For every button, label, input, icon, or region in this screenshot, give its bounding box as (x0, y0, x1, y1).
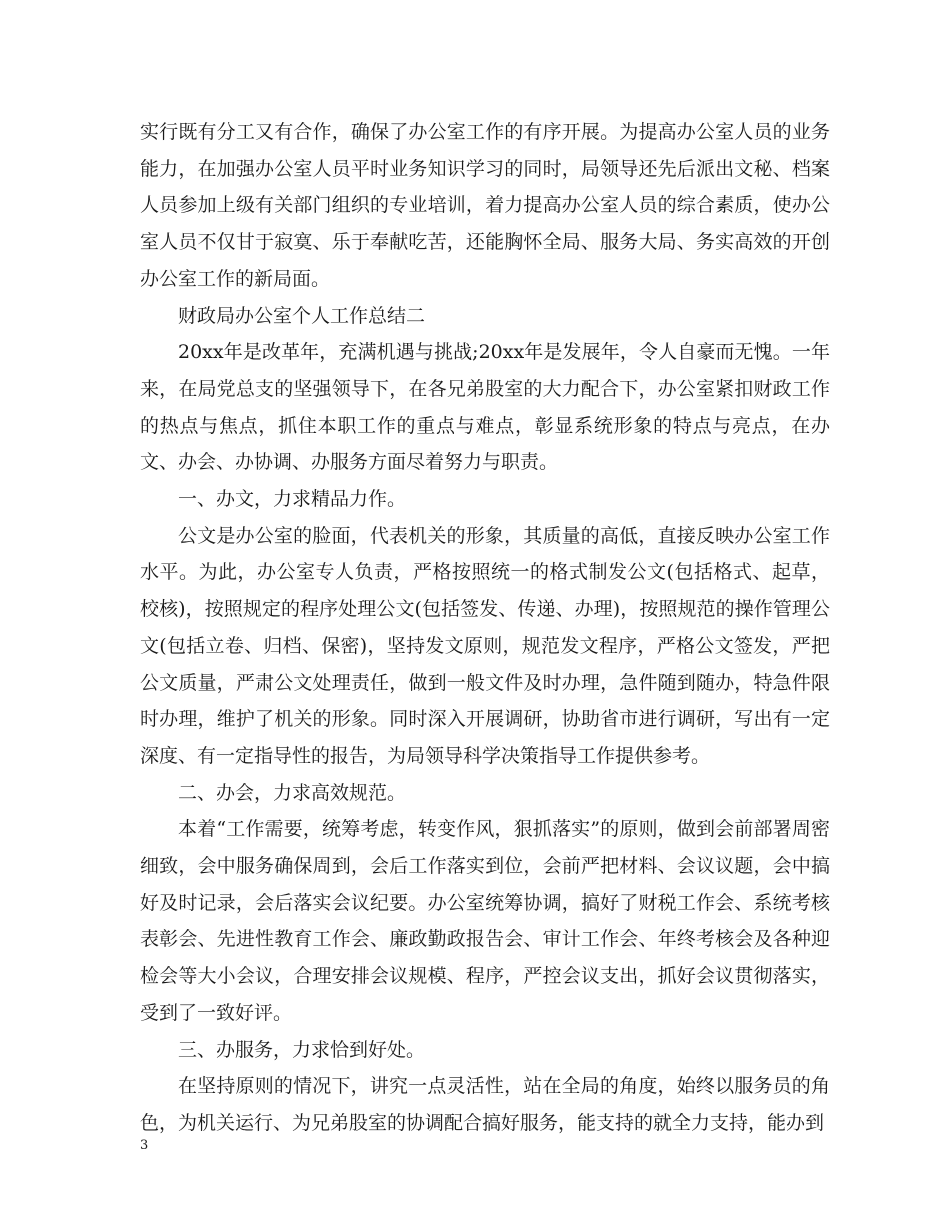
document-body (140, 114, 830, 1142)
page-number: 3 (140, 1138, 149, 1153)
section-title: 财政局办公室个人工作总结二 (178, 304, 426, 327)
heading-services: 三、办服务，力求恰到好处。 (178, 1038, 426, 1061)
paragraph-services: 在坚持原则的情况下，讲究一点灵活性，站在全局的角度，始终以服务员的角色，为机关运行、为兄弟股室的协调配合搞好服务，能支持的就全力支持，能办到 (140, 1075, 830, 1134)
paragraph-document-handling: 公文是办公室的脸面，代表机关的形象，其质量的高低，直接反映办公室工作水平。为此，办公室专人负责，严格按照统一的格式制发公文(包括格式、起草，校核)，按照规定的程序处理公文(包括签发、传递、办理)，按照规范的操作管理公文(包括立卷、归档、保密)，坚持发文原则，规范发文程序，严格公文签发，严把公文质量，严肃公文处理责任，做到一般文件及时办理，急件随到随办，特急件限时办理，维护了机关的形象。同时深入开展调研，协助省市进行调研，写出有一定深度、有一定指导性的报告，为局领导科学决策指导工作提供参考。 (140, 524, 830, 767)
heading-document-handling: 一、办文，力求精品力作。 (178, 488, 407, 511)
heading-meetings: 二、办会，力求高效规范。 (178, 781, 407, 804)
paragraph-1: 实行既有分工又有合作，确保了办公室工作的有序开展。为提高办公室人员的业务能力，在加强办公室人员平时业务知识学习的同时，局领导还先后派出文秘、档案人员参加上级有关部门组织的专业培训，着力提高办公室人员的综合素质，使办公室人员不仅甘于寂寞、乐于奉献吃苦，还能胸怀全局、服务大局、务实高效的开创办公室工作的新局面。 (140, 121, 830, 290)
paragraph-intro: 20xx年是改革年，充满机遇与挑战;20xx年是发展年，令人自豪而无愧。一年来，在局党总支的坚强领导下，在各兄弟股室的大力配合下，办公室紧扣财政工作的热点与焦点，抓住本职工作的重点与难点，彰显系统形象的特点与亮点，在办文、办会、办协调、办服务方面尽着努力与职责。 (140, 341, 830, 474)
paragraph-meetings: 本着“工作需要，统筹考虑，转变作风，狠抓落实”的原则，做到会前部署周密细致，会中服务确保周到，会后工作落实到位，会前严把材料、会议议题，会中搞好及时记录，会后落实会议纪要。办公室统筹协调，搞好了财税工作会、系统考核表彰会、先进性教育工作会、廉政勤政报告会、审计工作会、年终考核会及各种迎检会等大小会议，合理安排会议规模、程序，严控会议支出，抓好会议贯彻落实，受到了一致好评。 (140, 818, 830, 1024)
